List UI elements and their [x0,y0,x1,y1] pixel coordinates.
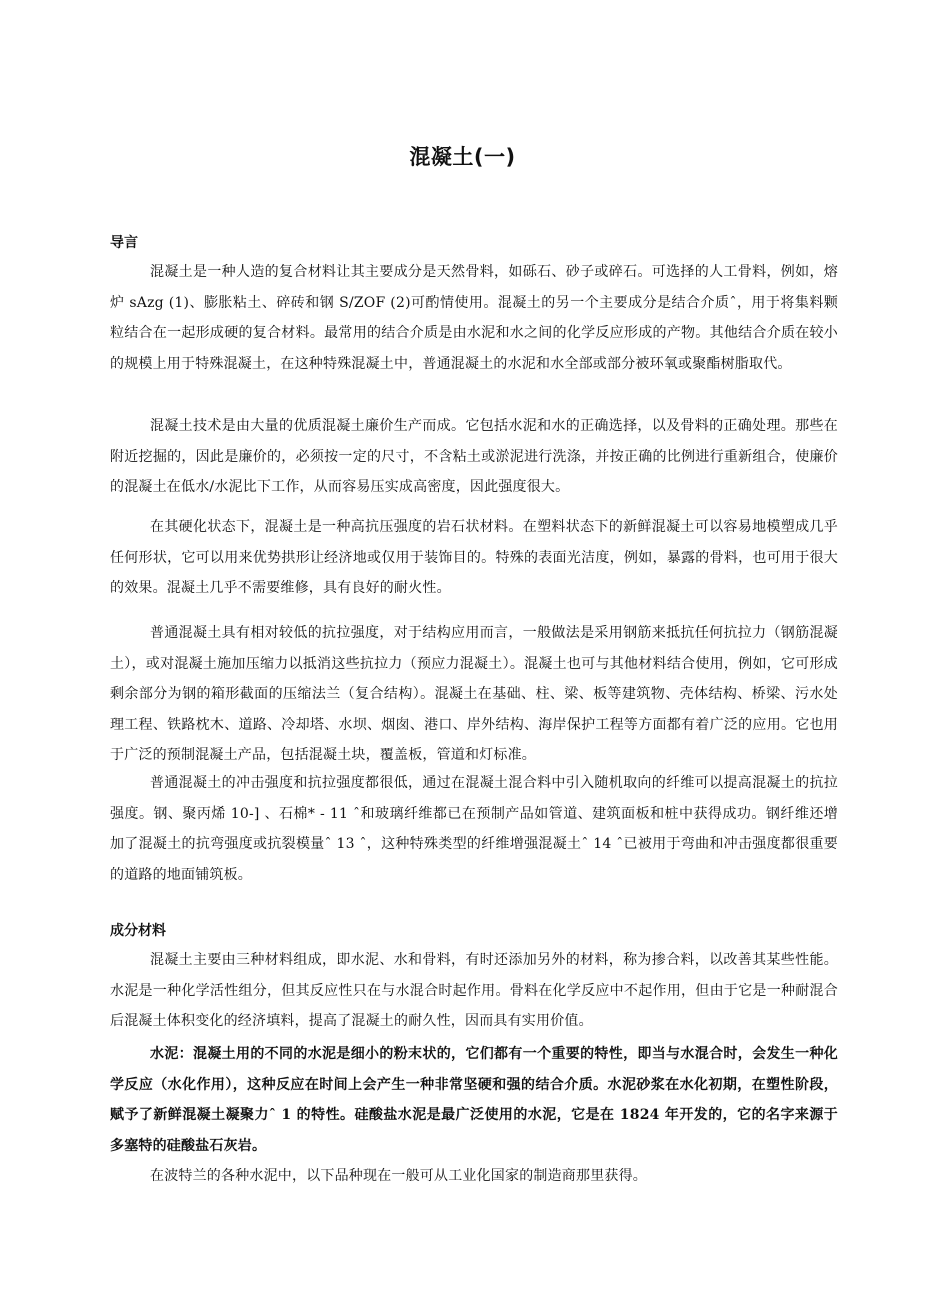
paragraph: 普通混凝土具有相对较低的抗拉强度，对于结构应用而言，一般做法是采用钢筋来抵抗任何抗拉力（钢筋混凝土），或对混凝土施加压缩力以抵消这些抗拉力（预应力混凝土）。混凝土也可与其他材料结合使用，例如，它可形成剩余部分为钢的箱形截面的压缩法兰（复合结构）。混凝土在基础、柱、梁、板等建筑物、壳体结构、桥梁、污水处理工程、铁路枕木、道路、冷却塔、水坝、烟囱、港口、岸外结构、海岸保护工程等方面都有着广泛的应用。它也用于广泛的预制混凝土产品，包括混凝土块，覆盖板，管道和灯标准。 [110,625,838,764]
paragraph: 混凝土主要由三种材料组成，即水泥、水和骨料，有时还添加另外的材料，称为掺合料，以改善其某些性能。水泥是一种化学活性组分，但其反应性只在与水混合时起作用。骨料在化学反应中不起作用，但由于它是一种耐混合后混凝土体积变化的经济填料，提高了混凝土的耐久性，因而具有实用价值。 [110,952,838,1030]
document-title: 混凝土(一) [409,145,516,169]
section-heading-constituent-materials: 成分材料 [110,923,166,939]
paragraph: 混凝土技术是由大量的优质混凝土廉价生产而成。它包括水泥和水的正确选择，以及骨料的正确处理。那些在附近挖掘的，因此是廉价的，必须按一定的尺寸，不含粘土或淤泥进行洗涤，并按正确的比例进行重新组合，使廉价的混凝土在低水/水泥比下工作，从而容易压实成高密度，因此强度很大。 [110,418,838,496]
paragraph: 在其硬化状态下，混凝土是一种高抗压强度的岩石状材料。在塑料状态下的新鲜混凝土可以容易地模塑成几乎任何形状，它可以用来优势拱形让经济地或仅用于装饰目的。特殊的表面光洁度，例如，暴露的骨料，也可用于很大的效果。混凝土几乎不需要维修，具有良好的耐火性。 [110,519,838,597]
paragraph: 混凝土是一种人造的复合材料让其主要成分是天然骨料，如砾石、砂子或碎石。可选择的人工骨料，例如，熔炉 sAzg (1)、膨胀粘土、碎砖和钢 S/ZOF (2)可酌情使用。混凝土的另一个主要成分是结合介质ˆ，用于将集料颗粒结合在一起形成硬的复合材料。最常用的结合介质是由水泥和水之间的化学反应形成的产物。其他结合介质在较小的规模上用于特殊混凝土，在这种特殊混凝土中，普通混凝土的水泥和水全部或部分被环氧或聚酯树脂取代。 [110,264,838,372]
paragraph-cement: 水泥：混凝土用的不同的水泥是细小的粉末状的，它们都有一个重要的特性，即当与水混合时，会发生一种化学反应（水化作用），这种反应在时间上会产生一种非常坚硬和强的结合介质。水泥砂浆在水化初期，在塑性阶段，赋予了新鲜混凝土凝聚力ˆ 1 的特性。硅酸盐水泥是最广泛使用的水泥，它是在 1824 年开发的，它的名字来源于多塞特的硅酸盐石灰岩。 [110,1046,838,1154]
paragraph: 普通混凝土的冲击强度和抗拉强度都很低，通过在混凝土混合料中引入随机取向的纤维可以提高混凝土的抗拉强度。钢、聚丙烯 10-] 、石棉* - 11 ˆ和玻璃纤维都已在预制产品如管道、建筑面板和桩中获得成功。钢纤维还增加了混凝土的抗弯强度或抗裂模量ˆ 13 ˆ，这种特殊类型的纤维增强混凝土ˆ 14 ˆ已被用于弯曲和冲击强度都很重要的道路的地面铺筑板。 [110,775,838,883]
paragraph: 在波特兰的各种水泥中，以下品种现在一般可从工业化国家的制造商那里获得。 [150,1168,647,1184]
section-heading-introduction: 导言 [110,235,138,251]
